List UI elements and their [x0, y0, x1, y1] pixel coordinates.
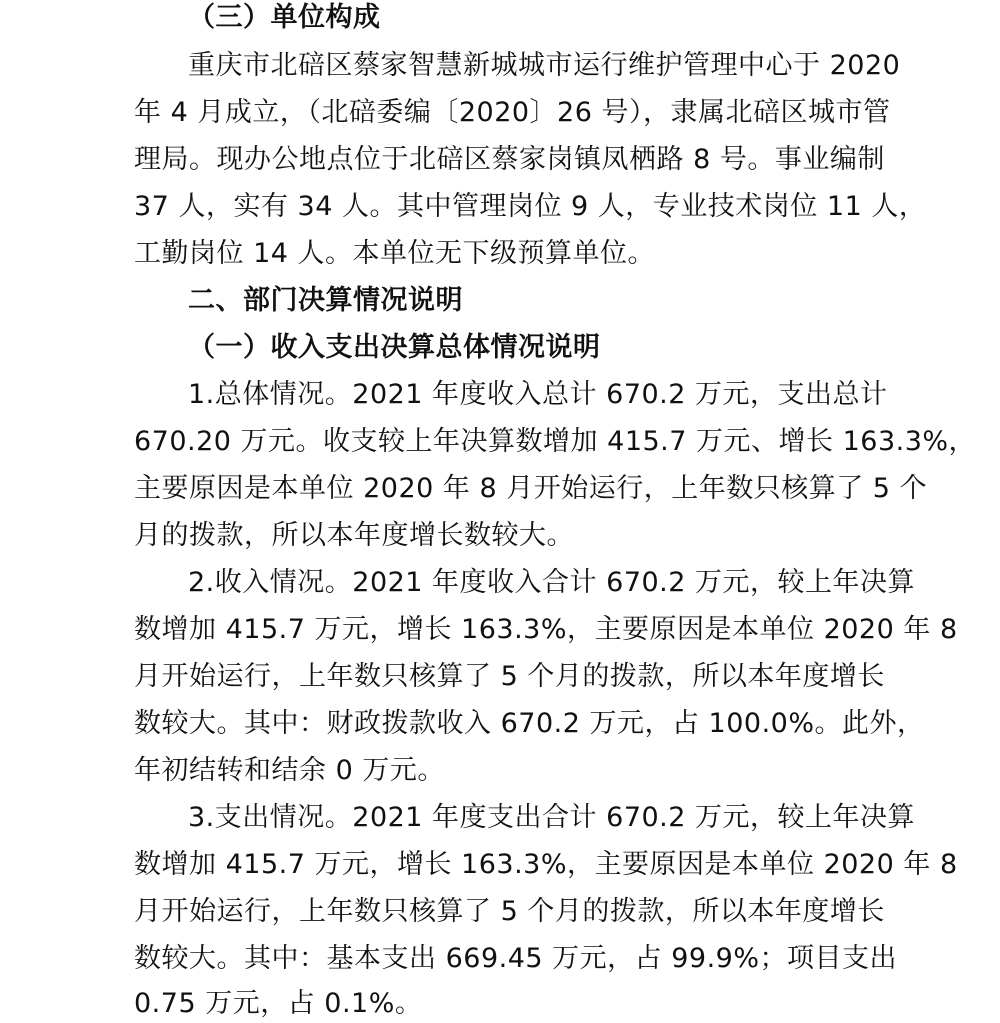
- expense-paragraph-line: 0.75 万元，占 0.1%。: [134, 988, 423, 1019]
- income-paragraph-line: 年初结转和结余 0 万元。: [134, 755, 445, 786]
- section-two-heading: 二、部门决算情况说明: [188, 285, 463, 316]
- overall-paragraph-line: 主要原因是本单位 2020 年 8 月开始运行，上年数只核算了 5 个: [134, 473, 928, 504]
- unit-paragraph-line: 重庆市北碚区蔡家智慧新城城市运行维护管理中心于 2020: [188, 50, 901, 81]
- overall-paragraph-line: 1.总体情况。2021 年度收入总计 670.2 万元，支出总计: [188, 379, 888, 410]
- unit-paragraph-line: 工勤岗位 14 人。本单位无下级预算单位。: [134, 238, 656, 269]
- unit-paragraph-line: 年 4 月成立，（北碚委编〔2020〕26 号），隶属北碚区城市管: [134, 97, 891, 128]
- expense-paragraph-line: 数增加 415.7 万元，增长 163.3%，主要原因是本单位 2020 年 8: [134, 849, 958, 880]
- income-paragraph-line: 数较大。其中：财政拨款收入 670.2 万元，占 100.0%。此外，: [134, 708, 925, 739]
- expense-paragraph-line: 数较大。其中：基本支出 669.45 万元，占 99.9%；项目支出: [134, 943, 897, 974]
- overall-paragraph-line: 月的拨款，所以本年度增长数较大。: [134, 520, 574, 551]
- unit-paragraph-line: 理局。现办公地点位于北碚区蔡家岗镇凤栖路 8 号。事业编制: [134, 144, 885, 175]
- expense-paragraph-line: 月开始运行，上年数只核算了 5 个月的拨款，所以本年度增长: [134, 896, 885, 927]
- expense-paragraph-line: 3.支出情况。2021 年度支出合计 670.2 万元，较上年决算: [188, 802, 916, 833]
- income-paragraph-line: 数增加 415.7 万元，增长 163.3%，主要原因是本单位 2020 年 8: [134, 614, 958, 645]
- unit-paragraph-line: 37 人，实有 34 人。其中管理岗位 9 人，专业技术岗位 11 人，: [134, 191, 927, 222]
- income-paragraph-line: 2.收入情况。2021 年度收入合计 670.2 万元，较上年决算: [188, 567, 916, 598]
- income-paragraph-line: 月开始运行，上年数只核算了 5 个月的拨款，所以本年度增长: [134, 661, 885, 692]
- overall-paragraph-line: 670.20 万元。收支较上年决算数增加 415.7 万元、增长 163.3%，: [134, 426, 977, 457]
- subsection-one-heading: （一）收入支出决算总体情况说明: [188, 332, 601, 363]
- section-unit-heading: （三）单位构成: [188, 2, 381, 33]
